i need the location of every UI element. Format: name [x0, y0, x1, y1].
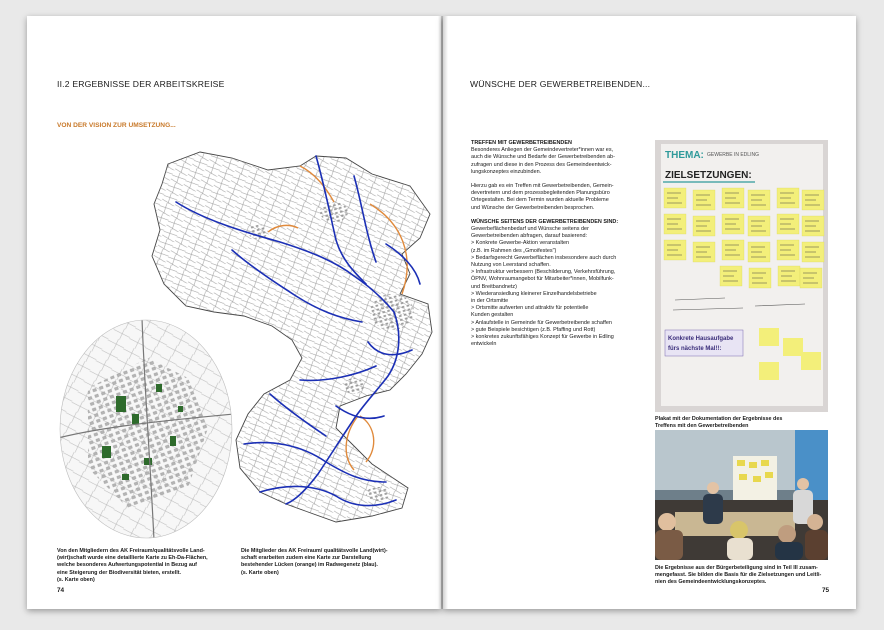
settlement-southeast — [366, 487, 390, 501]
sticky-note — [759, 328, 779, 346]
page-number-left: 74 — [57, 587, 65, 594]
poster-task-box: Konkrete Hausaufgabe fürs nächste Mal!!: — [668, 336, 734, 352]
meeting-photo — [655, 430, 828, 560]
text-column — [471, 140, 649, 348]
eh-da-areas-map — [58, 318, 234, 540]
meeting-paragraph-2: Hierzu gab es ein Treffen mit Gewerbetreibenden, Gemein- devertretern und dem prozessbegleitenden Planungsbüro Ortegestalten. Bei dem Termin wurden aktuelle Probleme und Wünsche der Gewerbetreibenden besprochen. — [471, 183, 614, 211]
sticky-note — [759, 362, 779, 380]
settlement-edling — [370, 294, 414, 330]
section-title-meeting: TREFFEN MIT GEWERBETREIBENDEN — [471, 140, 572, 146]
settlement-west — [248, 225, 268, 239]
caption-eh-da-map: Von den Mitgliedern des AK Freiraum/qualitätsvolle Land- (wirt)schaft wurde eine detaillierte Karte zu Eh-Da-Flächen, welche besonderes Aufwertungspotential in Bezug auf eine Steigerung der Biodiversität bieten, erstellt. (s. Karte oben) — [57, 548, 208, 583]
meeting-paragraph-1: Besonderes Anliegen der Gemeindevertreter*innen war es, auch die Wünsche und Bedarfe der Gewerbetreibenden ab- zufragen und diese in den Prozess des Gemeindeentwick- lungskonzeptes einzubinden. — [471, 147, 615, 175]
section-title-wishes: WÜNSCHE SEITENS DER GEWERBETREIBENDEN SIND: — [471, 218, 619, 225]
poster-caption: Plakat mit der Dokumentation der Ergebnisse des Treffens mit den Gewerbetreibenden — [655, 416, 783, 430]
page-heading-left: II.2 ERGEBNISSE DER ARBEITSKREISE — [57, 79, 225, 89]
poster-thema-note: GEWERBE IN EDLING — [707, 152, 759, 158]
photo-caption: Die Ergebnisse aus der Bürgerbeteiligung sind in Teil III zusam- mengefasst. Sie bilden die Basis für die Zielsetzungen und Leitli- nien des Gemeindeentwicklungskonzeptes. — [655, 565, 822, 586]
right-page — [443, 16, 856, 609]
caption-cycle-map: Die Mitglieder des AK Freiraum/ qualitätsvolle Land(wirt)- schaft erarbeiten zudem eine Karte zur Darstellung bestehender Lücken (orange) im Radwegenetz (blau). (s. Karte oben) — [241, 548, 388, 576]
page-number-right: 75 — [822, 587, 830, 594]
book-gutter — [438, 16, 448, 609]
sticky-note — [783, 338, 803, 356]
settlement-north — [320, 202, 348, 222]
page-heading-right: WÜNSCHE DER GEWERBETREIBENDEN... — [470, 79, 651, 89]
poster-ziel: ZIELSETZUNGEN: — [665, 170, 752, 181]
wishes-list: Gewerbeflächenbedarf und Wünsche seitens der Gewerbetreibenden abfragen, darauf basierend: > Konkrete Gewerbe-Aktion veranstalten (z.B. im Rahmen des „Gmoifestes") > Bedarfsgerecht Gewerbeflächen insbesondere auch durch Nutzung von Leerstand schaffen. > Infrastruktur verbessern (Beschilderung, Verkehrsführung, ÖPNV, Wohnraumangebot für Mitarbeiter*innen, Mobilfunk- und Breitbandnetz) > Wiederansiedlung kleinerer Einzelhandelsbetriebe in der Ortsmitte > Ortsmitte aufwerten und attraktiv für potentielle Kunden gestalten > Anlaufstelle in Gemeinde für Gewerbetreibende schaffen > gute Beispiele besichtigen (z.B. Pfaffing und Rott) > konkretes zukunftsfähiges Konzept für Gewerbe in Edling entwickeln — [471, 226, 617, 348]
settlement-south — [344, 378, 364, 394]
left-page — [27, 16, 441, 609]
subheading-vision: VON DER VISION ZUR UMSETZUNG... — [57, 122, 176, 129]
poster-thema: THEMA: — [665, 150, 704, 161]
poster-photo — [655, 140, 828, 412]
sticky-note — [801, 352, 821, 370]
